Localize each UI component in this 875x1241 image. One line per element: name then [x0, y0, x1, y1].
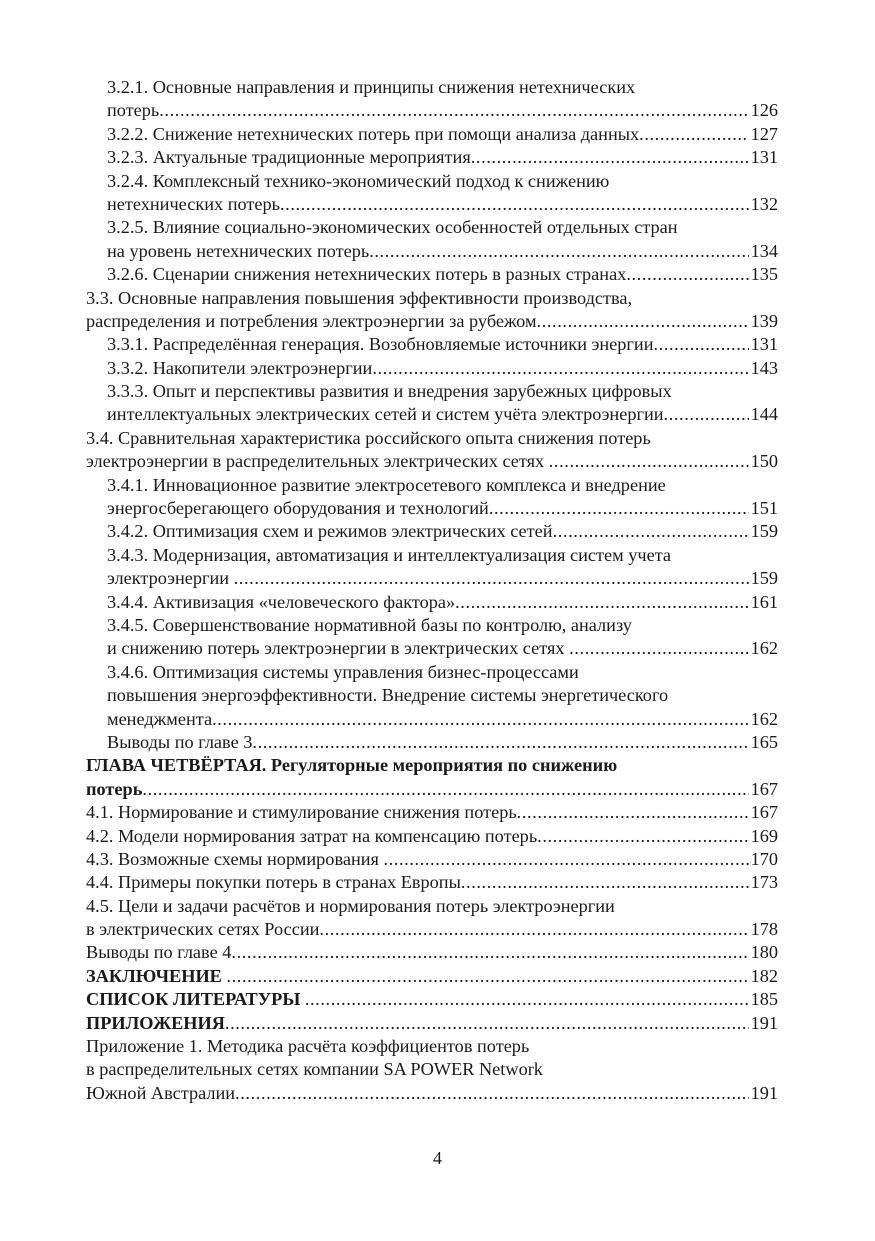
- toc-entry-title-line: распределения и потребления электроэнергии за рубежом: [86, 310, 537, 331]
- dot-leader: [639, 123, 748, 146]
- toc-entry-title-line: 3.2.5. Влияние социально-экономических особенностей отдельных стран: [107, 217, 678, 238]
- toc-entry-title-line: 3.2.1. Основные направления и принципы снижения нетехнических: [107, 77, 636, 97]
- toc-entry-title-line: нетехнических потерь: [107, 193, 280, 214]
- dot-leader: [664, 403, 749, 426]
- toc-entry-page-number: 131: [750, 147, 778, 168]
- toc-entry[interactable]: [86, 1012, 778, 1035]
- dot-leader: [553, 520, 749, 543]
- toc-entry[interactable]: [86, 661, 778, 731]
- toc-entry-page-number: 191: [750, 1082, 778, 1103]
- dot-leader: [461, 871, 749, 894]
- toc-entry-title-line: интеллектуальных электрических сетей и систем учёта электроэнергии: [107, 404, 664, 425]
- toc-entry-page-number: 167: [750, 778, 778, 799]
- dot-leader: [234, 567, 749, 590]
- dot-leader: [212, 708, 749, 731]
- toc-entry-page-number: 159: [750, 568, 778, 589]
- toc-entry-title-line: энергосберегающего оборудования и технологий: [107, 498, 489, 519]
- toc-entry-title-line: и снижению потерь электроэнергии в электрических сетях: [107, 638, 570, 659]
- toc-entry-title-line: Выводы по главе 4: [86, 942, 232, 963]
- toc-entry-title-line: 3.3. Основные направления повышения эффективности производства,: [86, 287, 633, 308]
- dot-leader: [280, 193, 749, 216]
- toc-entry-page-number: 162: [750, 708, 778, 729]
- toc-entry-page-number: 143: [750, 357, 778, 378]
- dot-leader: [384, 848, 749, 871]
- toc-entry[interactable]: [86, 146, 778, 169]
- toc-entry-title-line: 3.3.2. Накопители электроэнергии: [107, 357, 373, 378]
- toc-entry-page-number: 167: [750, 802, 778, 823]
- toc-entry-page-number: 139: [750, 310, 778, 331]
- toc-entry[interactable]: [86, 216, 778, 263]
- toc-entry-title-line: 3.4.4. Активизация «человеческого фактора»: [107, 591, 456, 612]
- toc-entry-title-line: 3.2.3. Актуальные традиционные мероприятия: [107, 147, 471, 168]
- dot-leader: [626, 263, 748, 286]
- toc-entry-title-line: 4.2. Модели нормирования затрат на компенсацию потерь: [86, 825, 538, 846]
- dot-leader: [369, 240, 748, 263]
- toc-entry-title-line: 4.1. Нормирование и стимулирование снижения потерь: [86, 802, 517, 823]
- toc-entry-page-number: 169: [750, 825, 778, 846]
- toc-entry[interactable]: [86, 988, 778, 1011]
- toc-entry-title-line: Выводы по главе 3: [107, 731, 253, 752]
- toc-entry-title-line: 3.4.2. Оптимизация схем и режимов электрических сетей: [107, 521, 553, 542]
- toc-entry-page-number: 191: [750, 1012, 778, 1033]
- toc-entry-title-line: 3.4. Сравнительная характеристика российского опыта снижения потерь: [86, 427, 651, 448]
- toc-entry-title-line: СПИСОК ЛИТЕРАТУРЫ: [86, 989, 305, 1010]
- toc-entry-page-number: 134: [750, 240, 778, 261]
- toc-entry-title-line: электроэнергии: [107, 568, 234, 589]
- dot-leader: [142, 778, 748, 801]
- toc-entry-page-number: 132: [750, 193, 778, 214]
- page-number: 4: [432, 1148, 443, 1168]
- toc-entry[interactable]: [86, 825, 778, 848]
- toc-entry-title-line: в электрических сетях России: [86, 919, 320, 940]
- dot-leader: [226, 965, 748, 988]
- dot-leader: [372, 357, 748, 380]
- toc-entry[interactable]: [86, 731, 778, 754]
- toc-entry-title-line: электроэнергии в распределительных электрических сетях: [86, 451, 549, 472]
- toc-entry[interactable]: [86, 123, 778, 146]
- dot-leader: [537, 310, 749, 333]
- toc-entry[interactable]: [86, 170, 778, 217]
- toc-entry-title-line: потерь: [107, 100, 160, 121]
- dot-leader: [231, 941, 748, 964]
- dot-leader: [517, 801, 749, 824]
- toc-entry[interactable]: [86, 357, 778, 380]
- toc-entry-page-number: 150: [750, 451, 778, 472]
- toc-entry[interactable]: [86, 333, 778, 356]
- dot-leader: [252, 731, 748, 754]
- toc-entry-page-number: 170: [750, 848, 778, 869]
- toc-entry[interactable]: [86, 380, 778, 427]
- toc-entry-title-line: Приложение 1. Методика расчёта коэффициентов потерь: [86, 1036, 530, 1057]
- toc-entry-title-line: 3.4.3. Модернизация, автоматизация и интеллектуализация систем учета: [107, 544, 672, 565]
- toc-entry-title-line: 4.3. Возможные схемы нормирования: [86, 848, 384, 869]
- toc-entry-title-line: в распределительных сетях компании SA POWER Network: [86, 1059, 543, 1080]
- toc-entry[interactable]: [86, 287, 778, 334]
- toc-entry[interactable]: [86, 941, 778, 964]
- toc-entry-page-number: 159: [750, 521, 778, 542]
- dot-leader: [537, 825, 748, 848]
- toc-entry-page-number: 135: [750, 264, 778, 285]
- toc-entry-title-line: повышения энергоэффективности. Внедрение системы энергетического: [107, 685, 669, 706]
- toc-entry-page-number: 165: [750, 731, 778, 752]
- dot-leader: [305, 988, 749, 1011]
- toc-entry-title-line: 3.4.6. Оптимизация системы управления бизнес-процессами: [107, 661, 579, 682]
- toc-entry-title-line: 3.4.1. Инновационное развитие электросетевого комплекса и внедрение: [107, 474, 666, 495]
- dot-leader: [235, 1082, 748, 1105]
- toc-entry[interactable]: [86, 801, 778, 824]
- toc-entry-title-line: 4.5. Цели и задачи расчётов и нормирования потерь электроэнергии: [86, 895, 615, 916]
- toc-entry-title-line: на уровень нетехнических потерь: [107, 240, 370, 261]
- toc-entry[interactable]: [86, 895, 778, 942]
- toc-entry[interactable]: [86, 544, 778, 591]
- toc-entry-page-number: 151: [750, 498, 778, 519]
- dot-leader: [455, 591, 748, 614]
- dot-leader: [549, 450, 749, 473]
- toc-entry-page-number: 180: [750, 942, 778, 963]
- dot-leader: [319, 918, 748, 941]
- toc-entry-title-line: 3.4.5. Совершенствование нормативной базы по контролю, анализу: [107, 614, 632, 635]
- dot-leader: [159, 99, 748, 122]
- toc-entry-page-number: 185: [750, 989, 778, 1010]
- toc-entry-title-line: 3.2.4. Комплексный технико-экономический подход к снижению: [107, 170, 610, 191]
- toc-entry[interactable]: [86, 427, 778, 474]
- toc-entry-page-number: 144: [750, 404, 778, 425]
- toc-entry-title-line: ЗАКЛЮЧЕНИЕ: [86, 965, 227, 986]
- toc-entry-title-line: Южной Австралии: [86, 1082, 236, 1103]
- toc-entry-page-number: 178: [750, 919, 778, 940]
- toc-entry-title-line: потерь: [86, 778, 143, 799]
- toc-entry-title-line: 3.3.1. Распределённая генерация. Возобновляемые источники энергии: [107, 334, 654, 355]
- toc-entry[interactable]: [86, 263, 778, 286]
- toc-entry-page-number: 173: [750, 872, 778, 893]
- toc-entry[interactable]: [86, 871, 778, 894]
- toc-entry-page-number: 162: [750, 638, 778, 659]
- toc-entry-title-line: 3.2.6. Сценарии снижения нетехнических потерь в разных странах: [107, 264, 627, 285]
- toc-entry-title-line: 3.2.2. Снижение нетехнических потерь при помощи анализа данных: [107, 123, 640, 144]
- toc-entry-page-number: 182: [750, 965, 778, 986]
- toc-entry[interactable]: [86, 474, 778, 521]
- toc-entry-title-line: 3.3.3. Опыт и перспективы развития и внедрения зарубежных цифровых: [107, 381, 672, 402]
- toc-entry[interactable]: [86, 520, 778, 543]
- toc-entry-title-line: ПРИЛОЖЕНИЯ: [86, 1012, 225, 1033]
- dot-leader: [654, 333, 749, 356]
- toc-entry-page-number: 161: [750, 591, 778, 612]
- toc-entry[interactable]: [86, 614, 778, 661]
- toc-entry-page-number: 127: [750, 123, 778, 144]
- dot-leader: [489, 497, 749, 520]
- table-of-contents: [86, 76, 778, 1105]
- toc-entry[interactable]: [86, 591, 778, 614]
- toc-entry[interactable]: [86, 965, 778, 988]
- dot-leader: [225, 1012, 749, 1035]
- toc-entry[interactable]: [86, 76, 778, 123]
- toc-entry[interactable]: [86, 1035, 778, 1105]
- toc-entry-title-line: ГЛАВА ЧЕТВЁРТАЯ. Регуляторные мероприятия по снижению: [86, 755, 618, 776]
- dot-leader: [471, 146, 749, 169]
- toc-entry-title-line: менеджмента: [107, 708, 213, 729]
- toc-entry-page-number: 126: [750, 100, 778, 121]
- toc-entry[interactable]: [86, 848, 778, 871]
- dot-leader: [569, 637, 748, 660]
- toc-entry[interactable]: [86, 754, 778, 801]
- toc-entry-title-line: 4.4. Примеры покупки потерь в странах Европы: [86, 872, 461, 893]
- toc-entry-page-number: 131: [750, 334, 778, 355]
